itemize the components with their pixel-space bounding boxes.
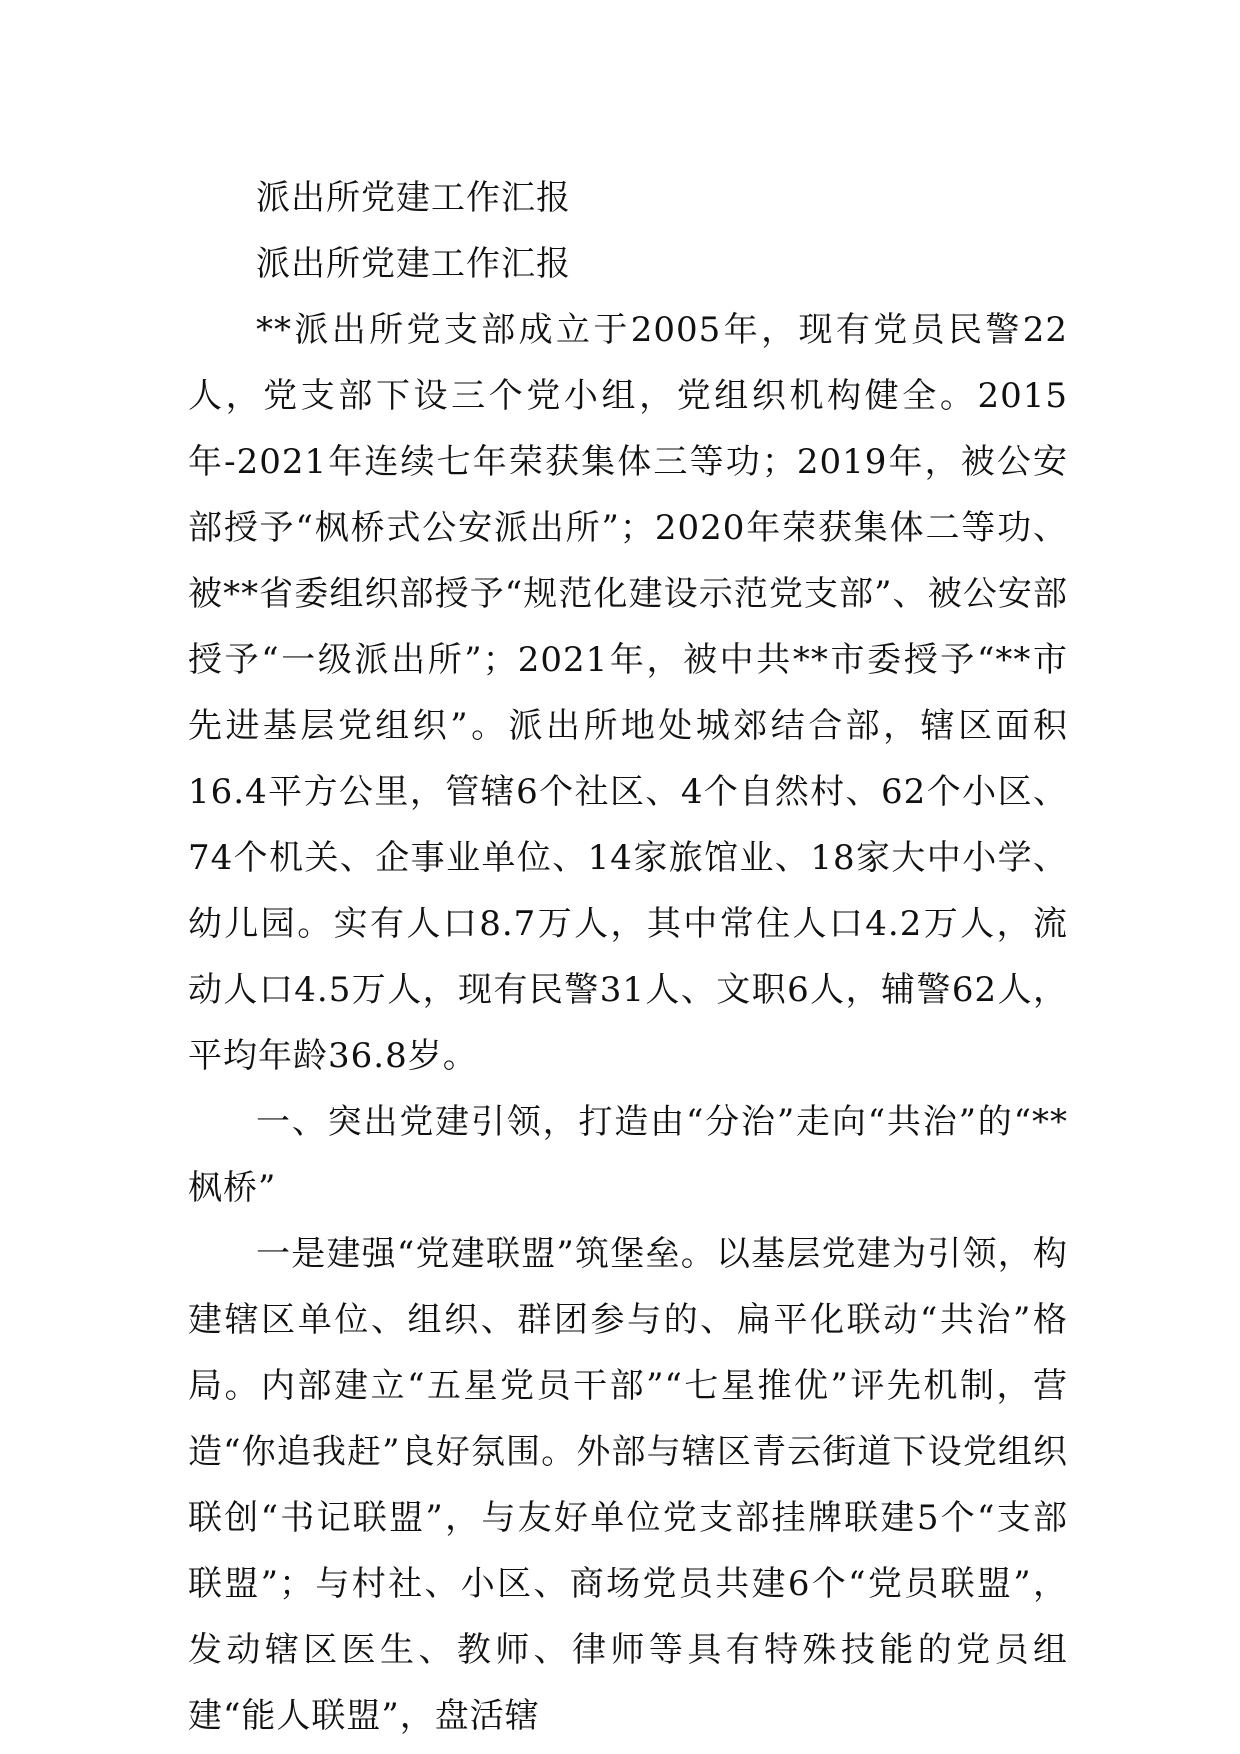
intro-paragraph: **派出所党支部成立于2005年，现有党员民警22人，党支部下设三个党小组，党组织机构健全。2015年-2021年连续七年荣获集体三等功；2019年，被公安部授予“枫桥式公安派出所”；2020年荣获集体二等功、被**省委组织部授予“规范化建设示范党支部”、被公安部授予“一级派出所”；2021年，被中共**市委授予“**市先进基层党组织”。派出所地处城郊结合部，辖区面积16.4平方公里，管辖6个社区、4个自然村、62个小区、74个机关、企事业单位、14家旅馆业、18家大中小学、幼儿园。实有人口8.7万人，其中常住人口4.2万人，流动人口4.5万人，现有民警31人、文职6人，辅警62人，平均年龄36.8岁。 (188, 310, 1068, 1076)
document-title: 派出所党建工作汇报 (256, 178, 571, 218)
document-subtitle: 派出所党建工作汇报 (256, 244, 571, 284)
body-paragraph: 一是建强“党建联盟”筑堡垒。以基层党建为引领，构建辖区单位、组织、群团参与的、扁平化联动“共治”格局。内部建立“五星党员干部”“七星推优”评先机制，营造“你追我赶”良好氛围。外部与辖区青云街道下设党组织联创“书记联盟”，与友好单位党支部挂牌联建5个“支部联盟”；与村社、小区、商场党员共建6个“党员联盟”，发动辖区医生、教师、律师等具有特殊技能的党员组建“能人联盟”，盘活辖 (188, 1234, 1068, 1736)
section-heading: 一、突出党建引领，打造由“分治”走向“共治”的“**枫桥” (188, 1102, 1068, 1208)
document-page (188, 165, 1068, 1749)
